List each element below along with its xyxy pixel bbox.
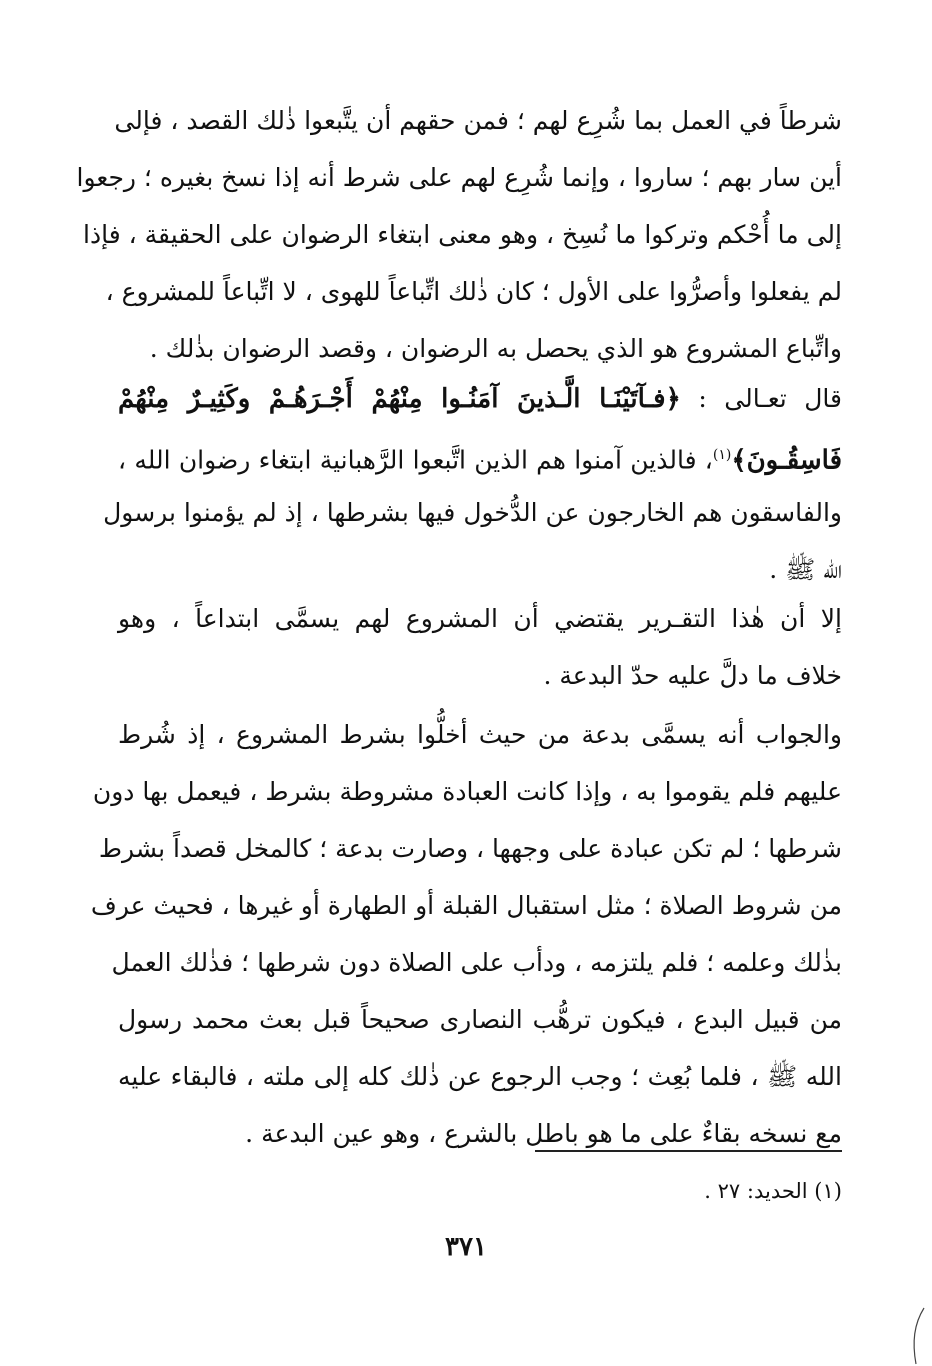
paragraph-2 [103,370,842,598]
text-line: من شروط الصلاة ؛ مثل استقبال القبلة أو الطهارة أو غيرها ، فحيث عرف [90,891,842,920]
verse-intro: قال تعـالى : [680,384,842,413]
text-line: والفاسقون هم الخارجون عن الدُّخول فيها بشرطها ، إذ لم يؤمنوا برسول [103,498,842,527]
text-line: لم يفعلوا وأصرُّوا على الأول ؛ كان ذٰلك اتِّباعاً للهوى ، لا اتِّباعاً للمشروع ، [105,277,842,306]
quran-verse-end: فَاسِقُـونَ﴾ [731,445,842,476]
scan-edge-mark [906,1306,932,1366]
footnote-marker: (١) [712,447,732,463]
text-line: مع نسخه بقاءٌ على ما هو باطل بالشرع ، وهو عين البدعة . [245,1119,842,1148]
text-line: بذٰلك وعلمه ؛ فلم يلتزمه ، ودأب على الصلاة دون شرطها ؛ فذٰلك العمل [111,948,842,977]
paragraph-1 [76,92,842,377]
paragraph-4 [90,706,842,1162]
text-line: من قبيل البدع ، فيكون ترهُّب النصارى صحيحاً قبل بعث محمد رسول [118,1005,842,1034]
text-line: واتِّباع المشروع هو الذي يحصل به الرضوان ، وقصد الرضوان بذٰلك . [149,334,842,363]
text-line: إلى ما أُحْكم وتركوا ما نُسِخ ، وهو معنى ابتغاء الرضوان على الحقيقة ، فإذا [83,220,842,249]
quran-verse: ﴿فـآتَيْنَـا الَّـذينَ آمَنُـوا مِنْهُمْ أَجْـرَهُـمْ وكَثِيـرٌ مِنْهُمْ [118,384,681,414]
footnote: (١) الحديد: ٢٧ . [704,1179,842,1203]
text-line: والجواب أنه يسمَّى بدعة من حيث أخلُّوا بشرط المشروع ، إذ شُرط [118,720,842,749]
text-line: عليهم فلم يقوموا به ، وإذا كانت العبادة مشروطة بشرط ، فيعمل بها دون [92,777,842,806]
text-line [118,370,842,427]
page-number: ٣٧١ [445,1232,487,1262]
text-line: أين سار بهم ؛ ساروا ، وإنما شُرِع لهم على شرط أنه إذا نسخ بغيره ؛ رجعوا [76,163,842,192]
text-line: خلاف ما دلَّ عليه حدّ البدعة . [543,661,842,690]
text-line: شرطها ؛ لم تكن عبادة على وجهها ، وصارت بدعة ؛ كالمخل قصداً بشرط [98,834,842,863]
footnote-separator [535,1150,842,1152]
verse-commentary: ، فالذين آمنوا هم الذين اتَّبعوا الرَّهبانية ابتغاء رضوان الله ، [118,445,713,475]
text-line: الله ﷺ ، فلما بُعِث ؛ وجب الرجوع عن ذٰلك كله إلى ملته ، فالبقاء عليه [118,1062,842,1091]
paragraph-3 [118,590,842,704]
text-line: شرطاً في العمل بما شُرِع لهم ؛ فمن حقهم أن يتَّبعوا ذٰلك القصد ، فإلى [114,106,842,135]
text-line [118,427,842,484]
text-line: الله ﷺ . [769,555,842,584]
text-line: إلا أن هٰذا التقـرير يقتضي أن المشروع لهم يسمَّى ابتداعاً ، وهو [118,604,842,633]
